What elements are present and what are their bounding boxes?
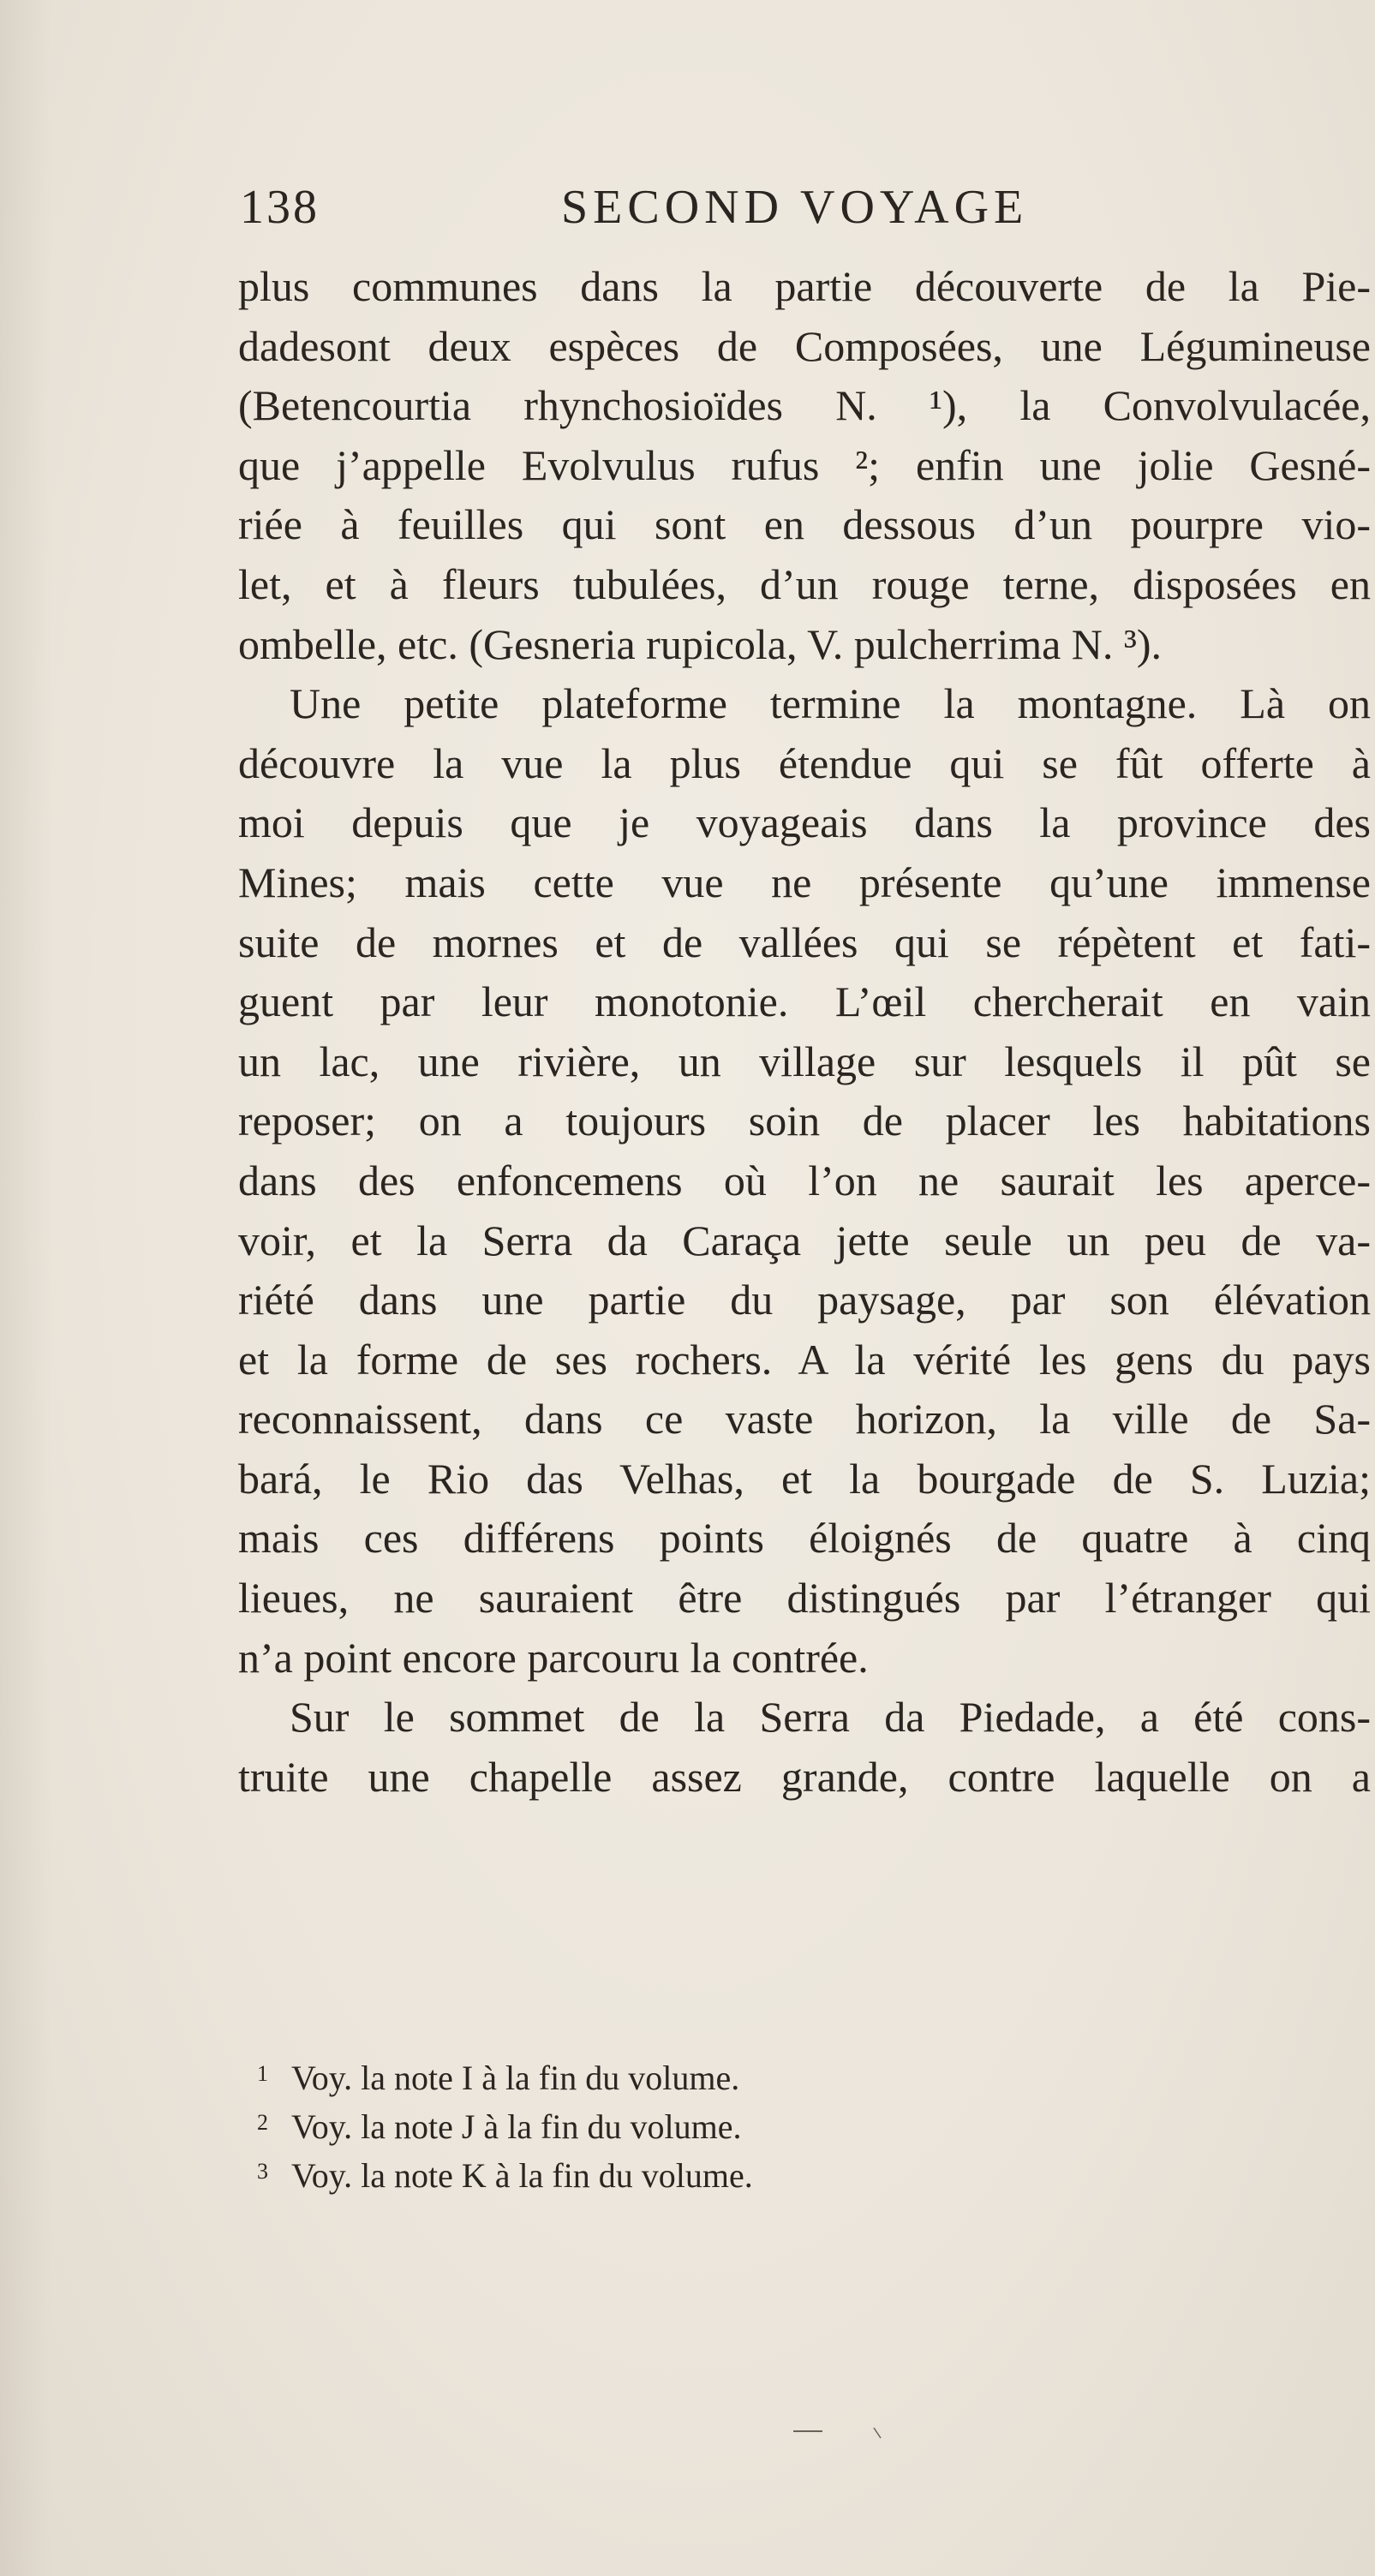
footnotes xyxy=(257,2052,1285,2198)
page-header xyxy=(240,180,1375,257)
text-line: guent par leur monotonie. L’œil chercherait en vain xyxy=(238,977,1371,1026)
printer-mark xyxy=(788,2424,891,2442)
text-line: n’a point encore parcouru la contrée. xyxy=(238,1633,869,1682)
text-line: voir, et la Serra da Caraça jette seule un peu de va- xyxy=(238,1216,1371,1264)
text-line: ombelle, etc. (Gesneria rupicola, V. pulcherrima N. ³). xyxy=(238,619,1163,668)
text-line: que j’appelle Evolvulus rufus ²; enfin une jolie Gesné- xyxy=(238,440,1371,489)
footnote-text: Voy. la note I à la fin du volume. xyxy=(291,2059,740,2097)
text-line: let, et à fleurs tubulées, d’un rouge terne, disposées en xyxy=(238,559,1371,608)
footnote xyxy=(257,2101,1285,2149)
footnote xyxy=(257,2149,1285,2198)
footnote xyxy=(257,2052,1285,2101)
text-line: et la forme de ses rochers. A la vérité les gens du pays xyxy=(238,1335,1371,1384)
text-line: reposer; on a toujours soin de placer les habitations xyxy=(238,1097,1371,1145)
text-line: dans des enfoncemens où l’on ne saurait les aperce- xyxy=(238,1156,1371,1204)
footnote-mark: 2 xyxy=(257,2110,268,2135)
text-line: dadesont deux espèces de Composées, une Légumineuse xyxy=(238,321,1371,370)
footnote-text: Voy. la note K à la fin du volume. xyxy=(291,2156,753,2195)
text-line: Sur le sommet de la Serra da Piedade, a été cons- xyxy=(290,1693,1371,1742)
text-line: suite de mornes et de vallées qui se répètent et fati- xyxy=(238,917,1371,966)
text-line: découvre la vue la plus étendue qui se fût offerte à xyxy=(238,738,1371,787)
text-line: (Betencourtia rhynchosioïdes N. ¹), la Convolvulacée, xyxy=(238,381,1371,430)
page-number: 138 xyxy=(240,181,320,234)
body-text xyxy=(238,257,1371,1807)
text-line: lieues, ne sauraient être distingués par l’étranger qui xyxy=(238,1574,1371,1623)
text-line: truite une chapelle assez grande, contre laquelle on a xyxy=(238,1752,1371,1801)
text-line: mais ces différens points éloignés de quatre à cinq xyxy=(238,1514,1371,1563)
text-line: riété dans une partie du paysage, par son élévation xyxy=(238,1276,1371,1324)
text-line: Une petite plateforme termine la montagne. Là on xyxy=(290,679,1371,728)
text-line: plus communes dans la partie découverte de la Pie- xyxy=(238,262,1371,310)
footnote-mark: 3 xyxy=(257,2159,268,2184)
text-line: bará, le Rio das Velhas, et la bourgade de S. Luzia; xyxy=(238,1454,1371,1503)
footnote-mark: 1 xyxy=(257,2061,268,2086)
text-line: un lac, une rivière, un village sur lesquels il pût se xyxy=(238,1037,1371,1085)
running-title: SECOND VOYAGE xyxy=(561,181,1029,234)
footnote-text: Voy. la note J à la fin du volume. xyxy=(291,2107,742,2146)
text-line: riée à feuilles qui sont en dessous d’un pourpre vio- xyxy=(238,500,1371,549)
text-line: moi depuis que je voyageais dans la province des xyxy=(238,798,1371,847)
page-edge-shadow xyxy=(0,0,51,2576)
text-line: reconnaissent, dans ce vaste horizon, la ville de Sa- xyxy=(238,1395,1371,1443)
text-line: Mines; mais cette vue ne présente qu’une immense xyxy=(238,858,1371,906)
